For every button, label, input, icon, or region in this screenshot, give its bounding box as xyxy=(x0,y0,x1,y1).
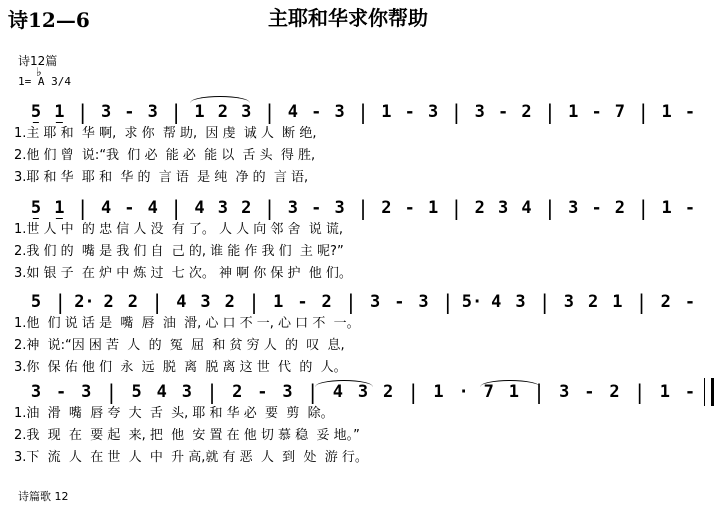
barline: | xyxy=(306,380,319,404)
note: 4 xyxy=(491,292,502,312)
note: - xyxy=(56,382,67,402)
note: - xyxy=(311,198,322,218)
note: 1 xyxy=(427,198,439,218)
note: 5 xyxy=(30,292,42,312)
music-line xyxy=(0,198,718,218)
note: 2 xyxy=(103,292,114,312)
note: - xyxy=(124,198,135,218)
note: - xyxy=(297,292,308,312)
barline: | xyxy=(356,100,370,124)
note: 2· xyxy=(74,292,95,312)
note: 3 xyxy=(474,102,485,122)
note: 2 xyxy=(587,292,599,312)
note: 5 xyxy=(30,102,42,122)
note: - xyxy=(311,102,322,122)
barline: | xyxy=(151,290,164,314)
lyric-verse-1: 1.世 人 中 的 忠 信 人 没 有 了。 人 人 向 邻 舍 说 谎, xyxy=(14,222,344,237)
note: 3 xyxy=(418,292,429,312)
note: 2 xyxy=(241,198,252,218)
lyric-verse-1: 1.他 们 说 话 是 嘴 唇 油 滑, 心 口 不 一, 心 口 不 一。 xyxy=(14,316,360,331)
note: 4 xyxy=(521,198,532,218)
source-reference: 诗12篇 xyxy=(18,54,58,68)
lyric-verse-2: 2.他 们 曾 说:“我 们 必 能 必 能 以 舌 头 得 胜, xyxy=(14,148,316,163)
note: - xyxy=(498,102,509,122)
note: 1 xyxy=(661,102,672,122)
note: 2 xyxy=(609,382,620,402)
note: 3 xyxy=(357,382,369,402)
note: 2 xyxy=(383,382,394,402)
barline: | xyxy=(533,380,546,404)
note: 7 xyxy=(614,102,626,122)
footer-source: 诗篇歌 12 xyxy=(18,490,69,503)
key-flat-sign: ♭ xyxy=(36,65,42,79)
music-line xyxy=(0,292,718,312)
note: 1 xyxy=(194,102,205,122)
note: 7 xyxy=(483,382,494,402)
note: - xyxy=(404,102,415,122)
barline: | xyxy=(356,196,370,220)
barline: | xyxy=(441,290,454,314)
barline: | xyxy=(54,290,67,314)
note: 2 xyxy=(614,198,626,218)
note: - xyxy=(584,382,595,402)
note: 1 xyxy=(661,198,672,218)
barline: | xyxy=(543,196,556,220)
barline: | xyxy=(633,380,646,404)
note-underline xyxy=(56,218,62,219)
note: 1 xyxy=(433,382,444,402)
barline: | xyxy=(206,380,219,404)
note: 1 xyxy=(508,382,520,402)
note: 2 xyxy=(217,102,228,122)
note: 1 xyxy=(54,102,65,122)
note: - xyxy=(404,198,415,218)
note: 2 xyxy=(232,382,243,402)
note: 3 xyxy=(200,292,211,312)
lyric-verse-3: 3.你 保 佑 他 们 永 远 脱 离 脱 离 这 世 代 的 人。 xyxy=(14,360,347,375)
note: - xyxy=(684,102,696,122)
barline: | xyxy=(450,100,463,124)
slur-mark xyxy=(315,380,373,387)
note: 4 xyxy=(287,102,299,122)
note: 2 xyxy=(224,292,235,312)
note: 3 xyxy=(241,102,252,122)
barline: | xyxy=(263,100,276,124)
note: - xyxy=(124,102,135,122)
barline: | xyxy=(105,380,118,404)
note: 3 xyxy=(498,198,509,218)
note: - xyxy=(591,102,602,122)
slur-mark xyxy=(190,96,250,103)
lyric-verse-2: 2.我 现 在 要 起 来, 把 他 安 置 在 他 切 慕 稳 妥 地。” xyxy=(14,428,360,443)
note: · xyxy=(458,382,469,402)
note: 2 xyxy=(321,292,332,312)
lyric-verse-2: 2.神 说:“因 困 苦 人 的 冤 屈 和 贫 穷 人 的 叹 息, xyxy=(14,338,345,353)
note: 1 xyxy=(659,382,670,402)
key-signature: 1= A 3/4 xyxy=(18,75,71,88)
note: 3 xyxy=(369,292,381,312)
barline: | xyxy=(170,196,183,220)
note: 2 xyxy=(127,292,138,312)
note: 5 xyxy=(30,198,42,218)
note: 3 xyxy=(100,102,112,122)
note: 4 xyxy=(176,292,187,312)
note-underline xyxy=(56,122,62,123)
note: 3 xyxy=(515,292,526,312)
note: 5 xyxy=(131,382,142,402)
note: 2 xyxy=(521,102,532,122)
note: 3 xyxy=(30,382,42,402)
note: - xyxy=(591,198,602,218)
lyric-verse-3: 3.耶 和 华 耶 和 华 的 言 语 是 纯 净 的 言 语, xyxy=(14,170,309,185)
barline: | xyxy=(263,196,276,220)
note: 3 xyxy=(287,198,299,218)
barline: | xyxy=(450,196,463,220)
note: 1 xyxy=(568,102,579,122)
barline: | xyxy=(76,196,89,220)
note: 3 xyxy=(334,102,345,122)
note: 1 xyxy=(54,198,65,218)
slur-mark xyxy=(480,380,540,387)
note: 2 xyxy=(660,292,671,312)
note: 2 xyxy=(474,198,485,218)
lyric-verse-2: 2.我 们 的 嘴 是 我 们 自 己 的, 谁 能 作 我 们 主 呢?” xyxy=(14,244,344,259)
lyric-verse-1: 1.主 耶 和 华 啊, 求 你 帮 助, 因 虔 诚 人 断 绝, xyxy=(14,126,317,141)
note: 3 xyxy=(427,102,439,122)
note: 5· xyxy=(461,292,483,312)
barline: | xyxy=(344,290,357,314)
barline: | xyxy=(635,290,648,314)
note: 3 xyxy=(81,382,92,402)
note: 4 xyxy=(147,198,158,218)
note: - xyxy=(684,198,696,218)
page-title: 主耶和华求你帮助 xyxy=(268,6,428,30)
note: 3 xyxy=(147,102,158,122)
hymn-code: 诗12—6 xyxy=(8,8,90,32)
note: - xyxy=(684,382,696,402)
note: 3 xyxy=(559,382,570,402)
barline: | xyxy=(538,290,551,314)
music-line xyxy=(0,102,718,122)
note: - xyxy=(257,382,268,402)
note: 1 xyxy=(612,292,623,312)
note: 3 xyxy=(282,382,293,402)
note: 3 xyxy=(217,198,228,218)
barline: | xyxy=(637,100,650,124)
note-underline xyxy=(33,218,39,219)
note: 3 xyxy=(563,292,574,312)
note: - xyxy=(394,292,405,312)
note: 1 xyxy=(273,292,284,312)
barline: | xyxy=(407,380,420,404)
note: 4 xyxy=(332,382,343,402)
lyric-verse-3: 3.如 银 子 在 炉 中 炼 过 七 次。 神 啊 你 保 护 他 们。 xyxy=(14,266,352,281)
note: 4 xyxy=(100,198,112,218)
note: 4 xyxy=(156,382,167,402)
barline: | xyxy=(170,100,183,124)
note: 3 xyxy=(568,198,579,218)
lyric-verse-3: 3.下 流 人 在 世 人 中 升 高,就 有 恶 人 到 处 游 行。 xyxy=(14,450,368,465)
lyric-verse-1: 1.油 滑 嘴 唇 夸 大 舌 头, 耶 和 华 必 要 剪 除。 xyxy=(14,406,334,421)
barline: | xyxy=(543,100,556,124)
barline: | xyxy=(637,196,650,220)
note-underline xyxy=(33,122,39,123)
note: 3 xyxy=(334,198,345,218)
note: - xyxy=(684,292,696,312)
barline: | xyxy=(247,290,261,314)
note: 2 xyxy=(381,198,392,218)
barline: | xyxy=(76,100,89,124)
final-barline xyxy=(704,378,714,406)
note: 4 xyxy=(194,198,205,218)
note: 3 xyxy=(181,382,193,402)
note: 1 xyxy=(381,102,392,122)
